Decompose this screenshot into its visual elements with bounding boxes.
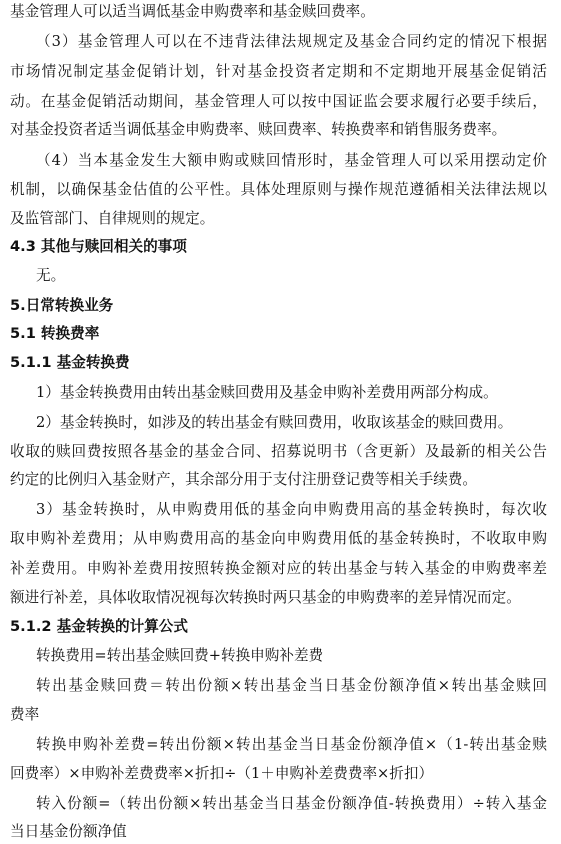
paragraph-line: 机制，以确保基金估值的公平性。具体处理原则与操作规范遵循相关法律法规以 <box>10 181 547 198</box>
paragraph-line: 额进行补差，具体收取情况视每次转换时两只基金的申购费率的差异情况而定。 <box>10 589 521 606</box>
paragraph-line: 对基金投资者适当调低基金申购费率、赎回费率、转换费率和销售服务费率。 <box>10 121 507 138</box>
formula-line: 当日基金份额净值 <box>10 823 127 840</box>
formula-line: 费率 <box>10 706 40 723</box>
paragraph-line: （3）基金管理人可以在不违背法律法规规定及基金合同约定的情况下根据 <box>36 33 547 50</box>
section-heading: 5.日常转换业务 <box>10 297 114 314</box>
formula-line: 回费率）×申购补差费费率×折扣÷（1＋申购补差费费率×折扣） <box>10 765 434 782</box>
paragraph-line: 及监管部门、自律规则的规定。 <box>10 210 215 227</box>
formula-line: 转换费用=转出基金赎回费+转换申购补差费 <box>36 647 324 664</box>
paragraph-line: 1）基金转换费用由转出基金赎回费用及基金申购补差费用两部分构成。 <box>36 384 498 401</box>
paragraph-line: 市场情况制定基金促销计划，针对基金投资者定期和不定期地开展基金促销活 <box>10 63 547 80</box>
section-heading: 5.1 转换费率 <box>10 325 100 342</box>
section-heading: 4.3 其他与赎回相关的事项 <box>10 238 187 255</box>
paragraph-line: 基金管理人可以适当调低基金申购费率和基金赎回费率。 <box>10 3 375 20</box>
paragraph-line: 约定的比例归入基金财产，其余部分用于支付注册登记费等相关手续费。 <box>10 471 478 488</box>
section-heading: 5.1.1 基金转换费 <box>10 354 130 371</box>
paragraph-line: 取申购补差费用；从申购费用高的基金向申购费用低的基金转换时，不收取申购 <box>10 530 547 547</box>
formula-line: 转换申购补差费=转出份额×转出基金当日基金份额净值×（1-转出基金赎 <box>36 736 547 753</box>
paragraph-line: 3）基金转换时，从申购费用低的基金向申购费用高的基金转换时，每次收 <box>36 501 547 518</box>
paragraph-line: （4）当本基金发生大额申购或赎回情形时，基金管理人可以采用摆动定价 <box>36 152 547 169</box>
section-heading: 5.1.2 基金转换的计算公式 <box>10 618 188 635</box>
paragraph-line: 补差费用。申购补差费用按照转换金额对应的转出基金与转入基金的申购费率差 <box>10 560 547 577</box>
formula-line: 转出基金赎回费＝转出份额×转出基金当日基金份额净值×转出基金赎回 <box>36 677 547 694</box>
paragraph-line: 无。 <box>36 267 66 284</box>
paragraph-line: 收取的赎回费按照各基金的基金合同、招募说明书（含更新）及最新的相关公告 <box>10 443 547 460</box>
formula-line: 转入份额=（转出份额×转出基金当日基金份额净值-转换费用）÷转入基金 <box>36 795 547 812</box>
paragraph-line: 动。在基金促销活动期间，基金管理人可以按中国证监会要求履行必要手续后， <box>10 93 547 110</box>
paragraph-line: 2）基金转换时，如涉及的转出基金有赎回费用，收取该基金的赎回费用。 <box>36 414 513 431</box>
